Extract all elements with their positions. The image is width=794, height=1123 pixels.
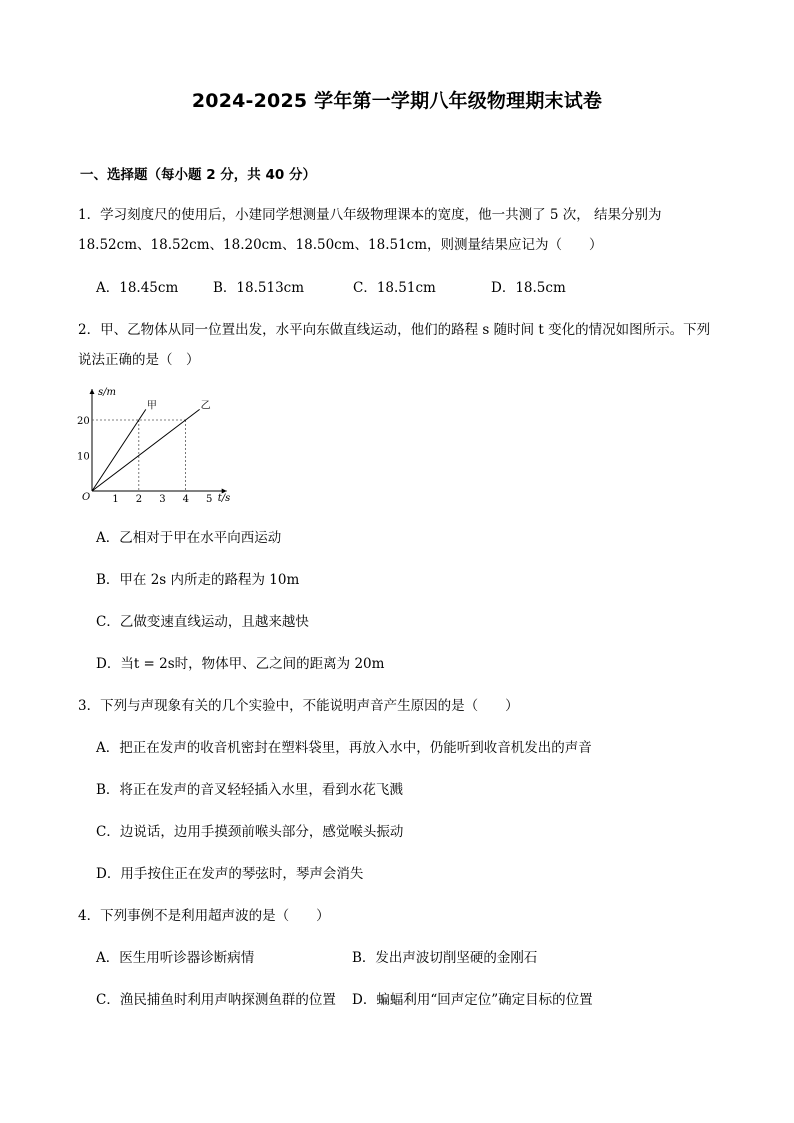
series-line-1 <box>92 409 146 491</box>
question-4-option-c: C．渔民捕鱼时利用声呐探测鱼群的位置 <box>96 992 336 1008</box>
origin-label: O <box>82 492 91 503</box>
y-axis-label: s/m <box>98 387 116 398</box>
question-3-option-c: C．边说话，边用手摸颈前喉头部分，感觉喉头振动 <box>96 824 404 840</box>
section-heading: 一、选择题（每小题 2 分，共 40 分） <box>80 167 316 183</box>
x-tick-label: 5 <box>206 494 213 505</box>
question-4-option-a: A．医生用听诊器诊断病情 <box>96 950 255 966</box>
x-axis-label: t/s <box>217 493 231 504</box>
question-3-option-a: A．把正在发声的收音机密封在塑料袋里，再放入水中，仍能听到收音机发出的声音 <box>96 740 592 756</box>
x-tick-label: 3 <box>159 494 166 505</box>
page-title: 2024-2025 学年第一学期八年级物理期末试卷 <box>191 90 603 112</box>
distance-time-graph <box>76 385 248 505</box>
y-axis-arrow <box>90 389 95 394</box>
question-2-option-d: D．当t = 2s时，物体甲、乙之间的距离为 20m <box>96 656 385 672</box>
question-3-line-1: 3．下列与声现象有关的几个实验中，不能说明声音产生原因的是（ ） <box>78 698 519 714</box>
series-line-2 <box>92 409 200 491</box>
question-1-option-a: A．18.45cm <box>96 280 179 296</box>
y-tick-label: 10 <box>77 451 90 463</box>
series-label-1: 甲 <box>146 400 157 412</box>
question-2-line-2: 说法正确的是（ ） <box>78 352 200 368</box>
question-2-option-c: C．乙做变速直线运动，且越来越快 <box>96 614 309 630</box>
series-label-2: 乙 <box>200 400 211 412</box>
y-tick-label: 20 <box>77 416 90 427</box>
question-2-option-b: B．甲在 2s 内所走的路程为 10m <box>96 572 300 588</box>
question-4-line-1: 4．下列事例不是利用超声波的是（ ） <box>78 908 330 924</box>
question-3-option-b: B．将正在发声的音叉轻轻插入水里，看到水花飞溅 <box>96 782 403 798</box>
question-2-option-a: A．乙相对于甲在水平向西运动 <box>96 530 282 546</box>
question-1-option-b: B．18.513cm <box>213 280 305 296</box>
question-1-option-c: C．18.51cm <box>353 280 436 296</box>
x-tick-label: 2 <box>135 494 143 505</box>
x-tick-label: 1 <box>112 494 119 505</box>
question-2-line-1: 2．甲、乙物体从同一位置出发，水平向东做直线运动，他们的路程 s 随时间 t 变化的情况如图所示。下列 <box>78 322 711 338</box>
question-1-line-2: 18.52cm、18.52cm、18.20cm、18.50cm、18.51cm，则测量结果应记为（ ） <box>78 237 603 253</box>
x-tick-label: 4 <box>182 494 189 505</box>
question-1-option-d: D．18.5cm <box>491 280 566 296</box>
question-4-option-d: D．蝙蝠利用“回声定位”确定目标的位置 <box>352 992 593 1008</box>
question-3-option-d: D．用手按住正在发声的琴弦时，琴声会消失 <box>96 866 364 882</box>
question-4-option-b: B．发出声波切削坚硬的金刚石 <box>352 950 538 966</box>
question-1-line-1: 1．学习刻度尺的使用后，小建同学想测量八年级物理课本的宽度，他一共测了 5 次， 结果分别为 <box>78 207 662 223</box>
